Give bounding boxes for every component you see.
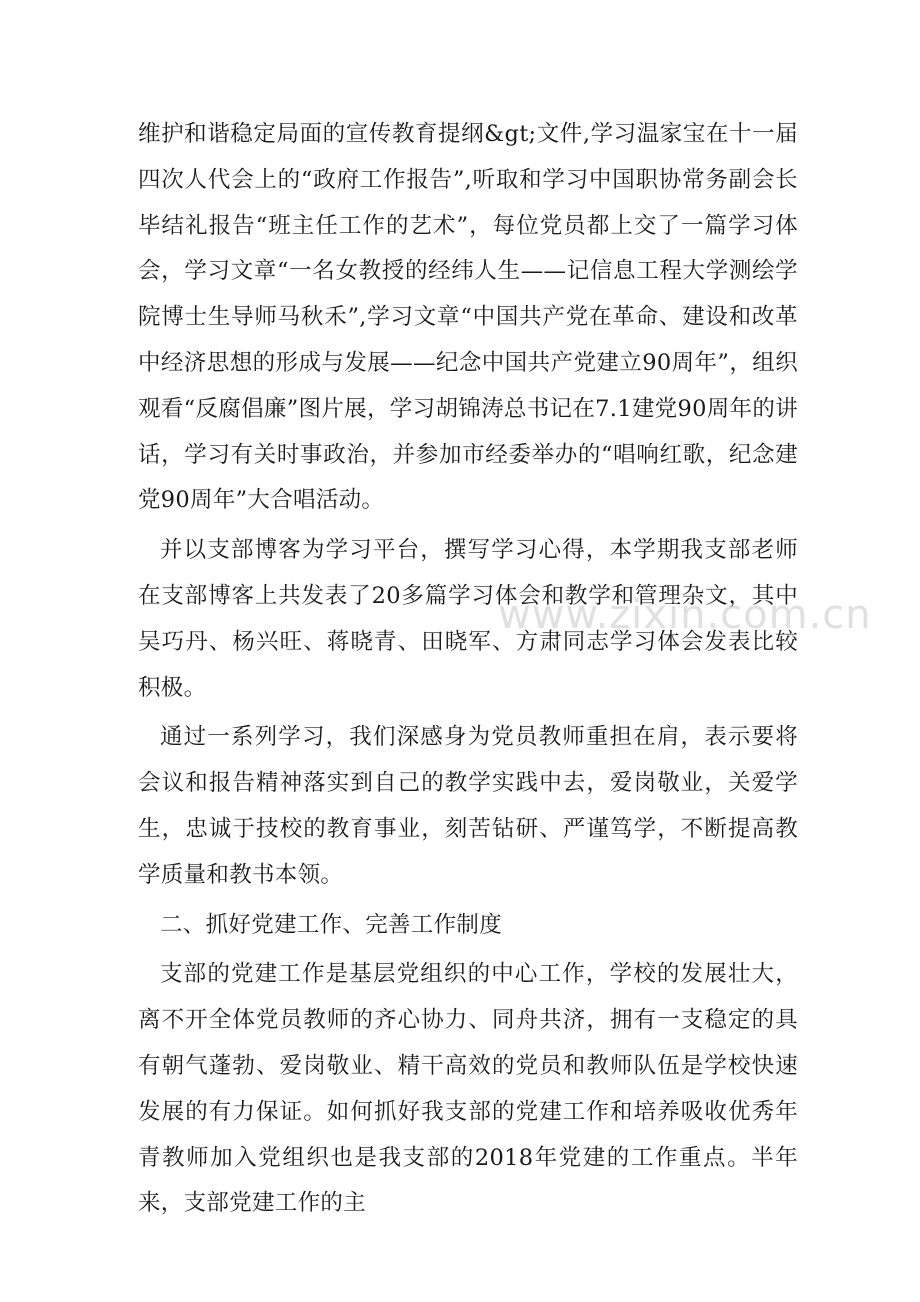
paragraph-3: 通过一系列学习，我们深感身为党员教师重担在肩，表示要将会议和报告精神落实到自己的教学实践中去，爱岗敬业，关爱学生，忠诚于技校的教育事业，刻苦钻研、严谨笃学，不断提高教学质量和教书本领。 <box>138 724 798 888</box>
watermark: www.zixin.com.cn <box>498 592 872 638</box>
document-body <box>138 112 798 1227</box>
paragraph-2: 并以支部博客为学习平台，撰写学习心得，本学期我支部老师在支部博客上共发表了20多篇学习体会和教学和管理杂文，其中吴巧丹、杨兴旺、蒋晓青、田晓军、方肃同志学习体会发表比较积极。 <box>138 537 798 701</box>
paragraph-4: 支部的党建工作是基层党组织的中心工作，学校的发展壮大，离不开全体党员教师的齐心协力、同舟共济，拥有一支稳定的具有朝气蓬勃、爱岗敬业、精干高效的党员和教师队伍是学校快速发展的有力保证。如何抓好我支部的党建工作和培养吸收优秀年青教师加入党组织也是我支部的2018年党建的工作重点。半年来，支部党建工作的主 <box>138 961 798 1217</box>
section-heading: 二、抓好党建工作、完善工作制度 <box>160 911 503 938</box>
paragraph-1: 维护和谐稳定局面的宣传教育提纲&gt;文件,学习温家宝在十一届四次人代会上的“政府工作报告”,听取和学习中国职协常务副会长毕结礼报告“班主任工作的艺术”，每位党员都上交了一篇学习体会，学习文章“一名女教授的经纬人生——记信息工程大学测绘学院博士生导师马秋禾”,学习文章“中国共产党在革命、建设和改革中经济思想的形成与发展——纪念中国共产党建立90周年”，组织观看“反腐倡廉”图片展，学习胡锦涛总书记在7.1建党90周年的讲话，学习有关时事政治，并参加市经委举办的“唱响红歌，纪念建党90周年”大合唱活动。 <box>138 121 798 514</box>
